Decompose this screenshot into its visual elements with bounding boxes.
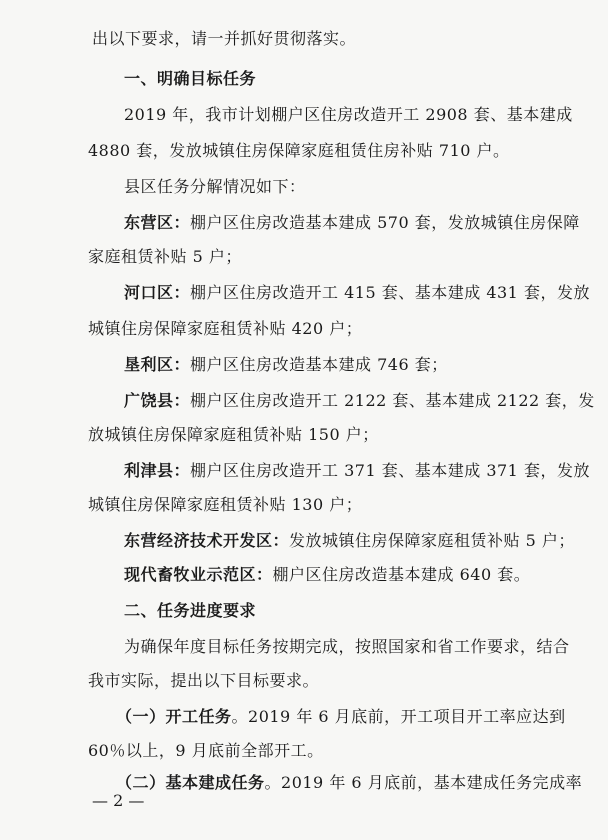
text-line (124, 636, 608, 658)
line-text: 4880 套，发放城镇住房保障家庭租赁住房补贴 710 户。 (88, 141, 510, 160)
county-name: 东营经济技术开发区： (124, 531, 290, 550)
county-line (124, 390, 608, 412)
line-text: 。2019 年 6 月底前，开工项目开工率应达到 (231, 707, 566, 726)
line-text: 县区任务分解情况如下： (124, 177, 306, 196)
line-text: 棚户区住房改造开工 2122 套、基本建成 2122 套，发 (190, 391, 595, 410)
text-line (88, 424, 608, 446)
heading-text: 一、明确目标任务 (124, 69, 257, 88)
line-text: 2019 年，我市计划棚户区住房改造开工 2908 套、基本建成 (124, 105, 573, 124)
county-name: 现代畜牧业示范区： (124, 565, 273, 584)
county-name: 广饶县： (124, 391, 191, 410)
line-text: 我市实际，提出以下目标要求。 (88, 671, 320, 690)
task-title: （一）开工任务 (116, 707, 232, 726)
county-line (124, 530, 608, 552)
section-heading (124, 600, 608, 622)
text-line (92, 28, 608, 50)
line-text: 家庭租赁补贴 5 户； (88, 247, 242, 266)
section-heading (124, 68, 608, 90)
line-text: 城镇住房保障家庭租赁补贴 130 户； (88, 495, 363, 514)
line-text: 。2019 年 6 月底前，基本建成任务完成率 (264, 773, 583, 792)
line-text: 60％以上，9 月底前全部开工。 (88, 741, 324, 760)
county-name: 东营区： (124, 213, 191, 232)
line-text: 棚户区住房改造基本建成 640 套。 (272, 565, 531, 584)
county-line (124, 460, 608, 482)
text-line (88, 494, 608, 516)
text-line (88, 318, 608, 340)
county-line (124, 212, 608, 234)
line-text: 为确保年度目标任务按期完成，按照国家和省工作要求，结合 (124, 637, 570, 656)
task-title: （二）基本建成任务 (116, 773, 265, 792)
line-text: 出以下要求，请一并抓好贯彻落实。 (92, 29, 357, 48)
text-line (88, 246, 608, 268)
text-line (88, 670, 608, 692)
line-text: 放城镇住房保障家庭租赁补贴 150 户； (88, 425, 379, 444)
line-text: 棚户区住房改造基本建成 746 套； (190, 355, 448, 374)
task-line (116, 706, 608, 728)
line-text: 城镇住房保障家庭租赁补贴 420 户； (88, 319, 363, 338)
text-line (88, 140, 608, 162)
text-line (124, 176, 608, 198)
page-number: — 2 — (92, 791, 145, 810)
county-line (124, 354, 608, 376)
county-name: 利津县： (124, 461, 191, 480)
line-text: 棚户区住房改造开工 415 套、基本建成 431 套，发放 (190, 283, 590, 302)
county-name: 垦利区： (124, 355, 191, 374)
line-text: 棚户区住房改造开工 371 套、基本建成 371 套，发放 (190, 461, 590, 480)
county-line (124, 282, 608, 304)
line-text: 棚户区住房改造基本建成 570 套，发放城镇住房保障 (190, 213, 580, 232)
county-name: 河口区： (124, 283, 191, 302)
heading-text: 二、任务进度要求 (124, 601, 257, 620)
task-line (116, 772, 608, 794)
line-text: 发放城镇住房保障家庭租赁补贴 5 户； (289, 531, 575, 550)
county-line (124, 564, 608, 586)
text-line (124, 104, 608, 126)
text-line (88, 740, 608, 762)
